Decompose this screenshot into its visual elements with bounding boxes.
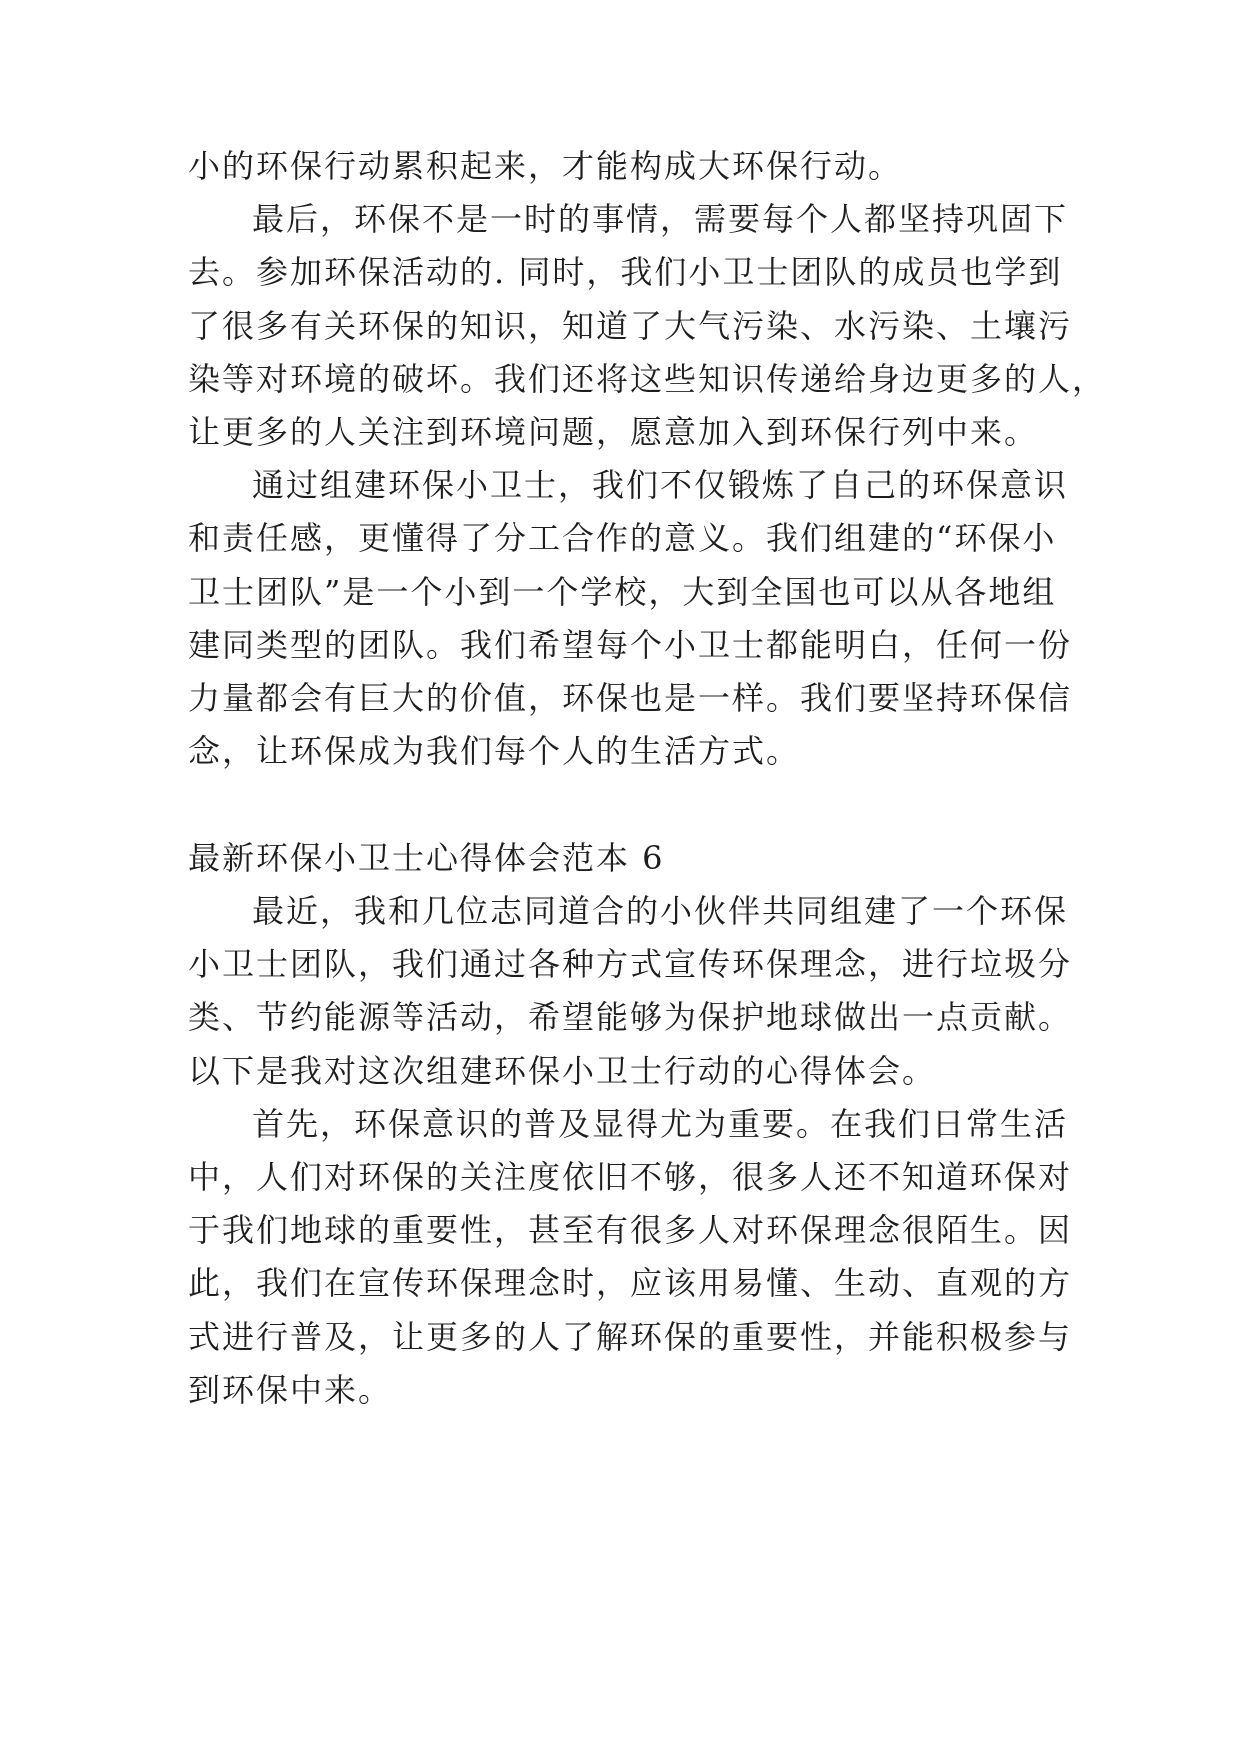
text-line: 最近，我和几位志同道合的小伙伴共同组建了一个环保 [252,892,1069,930]
text-line: 念，让环保成为我们每个人的生活方式。 [188,732,801,770]
text-line: 小的环保行动累积起来，才能构成大环保行动。 [188,147,903,185]
text-line: 最后，环保不是一时的事情，需要每个人都坚持巩固下 [252,200,1069,238]
text-line: 让更多的人关注到环境问题，愿意加入到环保行列中来。 [188,413,1039,451]
text-line: 了很多有关环保的知识，知道了大气污染、水污染、土壤污 [188,307,1073,345]
text-line: 此，我们在宣传环保理念时，应该用易懂、生动、直观的方 [188,1264,1073,1302]
text-line: 力量都会有巨大的价值，环保也是一样。我们要坚持环保信 [188,679,1073,717]
text-line: 小卫士团队，我们通过各种方式宣传环保理念，进行垃圾分 [188,945,1073,983]
text-line: 于我们地球的重要性，甚至有很多人对环保理念很陌生。因 [188,1211,1073,1249]
text-line: 去。参加环保活动的. 同时，我们小卫士团队的成员也学到 [188,253,1063,291]
text-line: 到环保中来。 [188,1371,393,1409]
text-line: 卫士团队”是一个小到一个学校，大到全国也可以从各地组 [188,573,1057,611]
text-line: 以下是我对这次组建环保小卫士行动的心得体会。 [188,1052,937,1090]
text-line: 首先，环保意识的普及显得尤为重要。在我们日常生活 [252,1105,1069,1143]
section-title: 最新环保小卫士心得体会范本 6 [188,839,665,877]
text-line: 中，人们对环保的关注度依旧不够，很多人还不知道环保对 [188,1158,1073,1196]
text-line: 类、节约能源等活动，希望能够为保护地球做出一点贡献。 [188,998,1073,1036]
text-line: 染等对环境的破坏。我们还将这些知识传递给身边更多的人， [188,360,1107,398]
text-line: 通过组建环保小卫士，我们不仅锻炼了自己的环保意识 [252,466,1069,504]
text-line: 和责任感，更懂得了分工合作的意义。我们组建的“环保小 [188,519,1057,557]
text-line: 建同类型的团队。我们希望每个小卫士都能明白，任何一份 [188,626,1073,664]
text-line: 式进行普及，让更多的人了解环保的重要性，并能积极参与 [188,1318,1073,1356]
